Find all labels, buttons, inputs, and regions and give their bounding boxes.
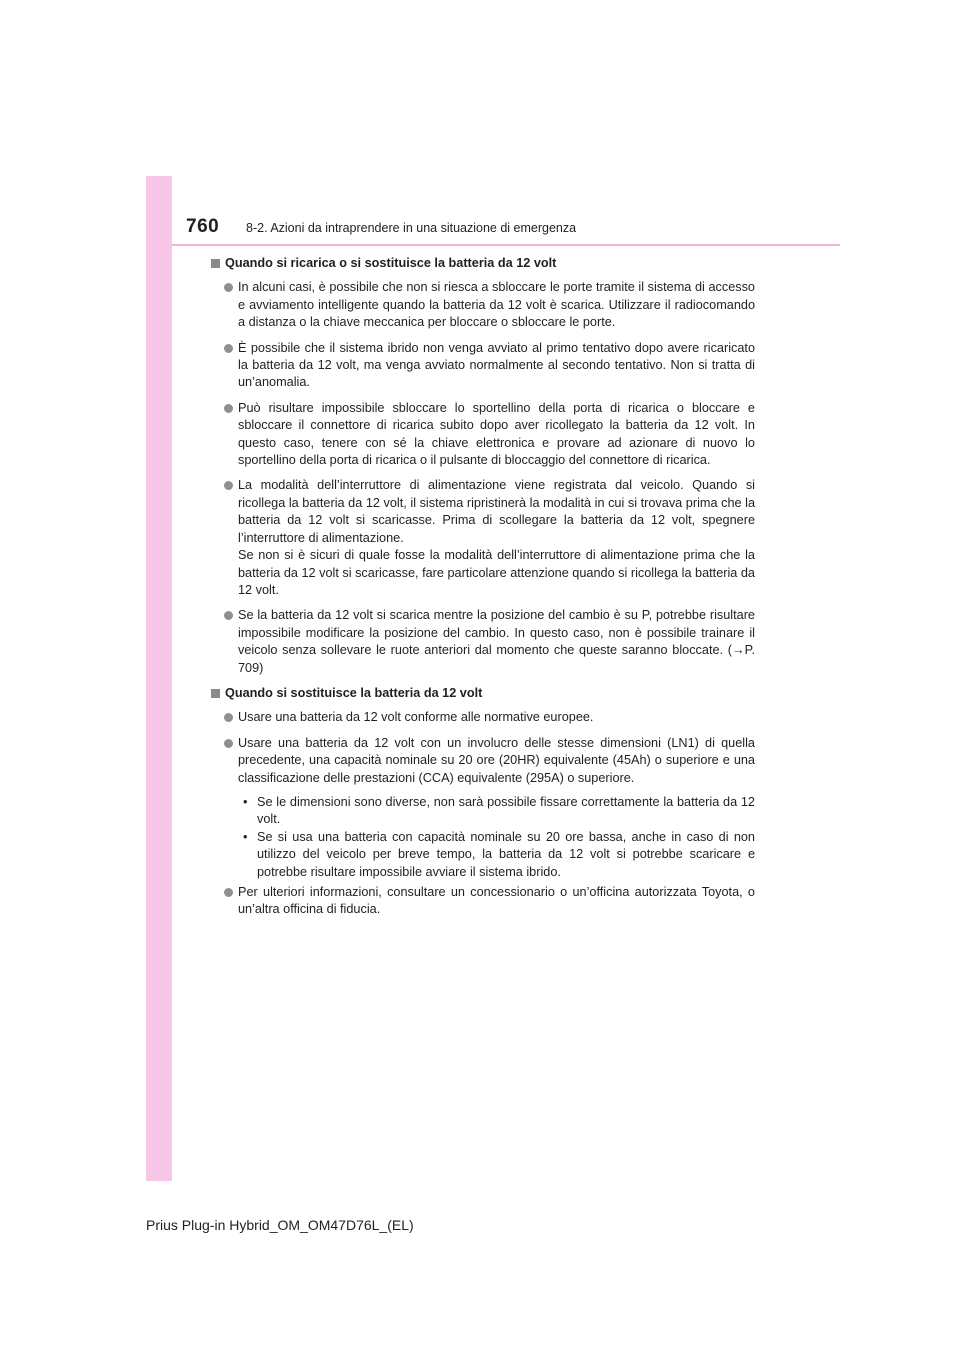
sub-list-item-text: Se le dimensioni sono diverse, non sarà possibile fissare correttamente la batteria da 12 volt. (257, 794, 755, 827)
section-heading (210, 685, 755, 702)
circle-bullet-icon (224, 283, 233, 292)
sub-list-item (210, 829, 755, 881)
list-item-text: Per ulteriori informazioni, consultare un concessionario o un’officina autorizzata Toyota, o un’altra officina di fiducia. (238, 885, 755, 917)
header-rule (172, 244, 840, 246)
section-heading (210, 255, 755, 272)
list-item (210, 477, 755, 599)
sub-list-marker: • (243, 794, 248, 809)
list-item-text: Se la batteria da 12 volt si scarica mentre la posizione del cambio è su P, potrebbe risultare impossibile modificare la posizione del cambio. In questo caso, non è possibile trainare il veicolo senza sollevare le ruote anteriori dal momento che queste saranno bloccate. (→P. 709) (238, 608, 755, 675)
sub-list-item-text: Se si usa una batteria con capacità nominale su 20 ore bassa, anche in caso di non utilizzo del veicolo per breve tempo, la batteria da 12 volt si potrebbe scaricare e potrebbe risultare impossibile avviare il sistema ibrido. (257, 829, 755, 879)
list-item-text (238, 477, 755, 599)
list-item-paragraph: La modalità dell’interruttore di alimentazione viene registrata dal veicolo. Quando si ricollega la batteria da 12 volt, il sistema ripristinerà la modalità in cui si trovava prima che la batteria da 12 volt si scaricasse. Prima di scollegare la batteria da 12 volt, spegnere l’interruttore di alimentazione. (238, 478, 755, 545)
section-heading-text: Quando si ricarica o si sostituisce la batteria da 12 volt (225, 256, 557, 270)
list-item (210, 279, 755, 331)
list-item (210, 340, 755, 392)
page-content (210, 255, 755, 927)
circle-bullet-icon (224, 611, 233, 620)
circle-bullet-icon (224, 404, 233, 413)
list-item-text: È possibile che il sistema ibrido non venga avviato al primo tentativo dopo avere ricaricato la batteria da 12 volt, ma venga avviato normalmente al secondo tentativo. Non si tratta di un’anomalia. (238, 340, 755, 390)
circle-bullet-icon (224, 739, 233, 748)
list-item-text: Può risultare impossibile sbloccare lo sportellino della porta di ricarica o bloccare e sbloccare il connettore di ricarica subito dopo aver ricollegato la batteria da 12 volt. In questo caso, tenere con sé la chiave elettronica e provare ad azionare di nuovo lo sportellino della porta di ricarica o il pulsante di bloccaggio del connettore di ricarica. (238, 400, 755, 468)
section-title: 8-2. Azioni da intraprendere in una situazione di emergenza (246, 221, 577, 235)
side-tab-strip (146, 176, 172, 1181)
section-heading-text: Quando si sostituisce la batteria da 12 volt (225, 685, 483, 700)
list-item (210, 884, 755, 919)
circle-bullet-icon (224, 888, 233, 897)
sub-list-item (210, 794, 755, 829)
square-bullet-icon (211, 259, 220, 268)
list-item-paragraph: Se non si è sicuri di quale fosse la modalità dell’interruttore di alimentazione prima che la batteria da 12 volt si scaricasse, fare particolare attenzione quando si ricollega la batteria da 12 volt. (238, 548, 755, 597)
list-item-text: Usare una batteria da 12 volt con un involucro delle stesse dimensioni (LN1) di quella precedente, una capacità nominale su 20 ore (20HR) equivalente (45Ah) o superiore e una classificazione delle prestazioni (CCA) equivalente (295A) o superiore. (238, 735, 755, 785)
footer-manual-id: Prius Plug-in Hybrid_OM_OM47D76L_(EL) (146, 1217, 414, 1233)
list-item (210, 607, 755, 677)
sub-list (210, 794, 755, 881)
circle-bullet-icon (224, 713, 233, 722)
list-item (210, 400, 755, 470)
list-item (210, 735, 755, 787)
square-bullet-icon (211, 689, 220, 698)
circle-bullet-icon (224, 344, 233, 353)
page-number: 760 (186, 216, 220, 237)
list-item (210, 709, 755, 726)
circle-bullet-icon (224, 481, 233, 490)
sub-list-marker: • (243, 829, 248, 844)
list-item-text: In alcuni casi, è possibile che non si riesca a sbloccare le porte tramite il sistema di accesso e avviamento intelligente quando la batteria da 12 volt è scarica. Utilizzare il radiocomando a distanza o la chiave meccanica per bloccare o sbloccare le porte. (238, 280, 755, 330)
list-item-text: Usare una batteria da 12 volt conforme alle normative europee. (238, 710, 594, 725)
